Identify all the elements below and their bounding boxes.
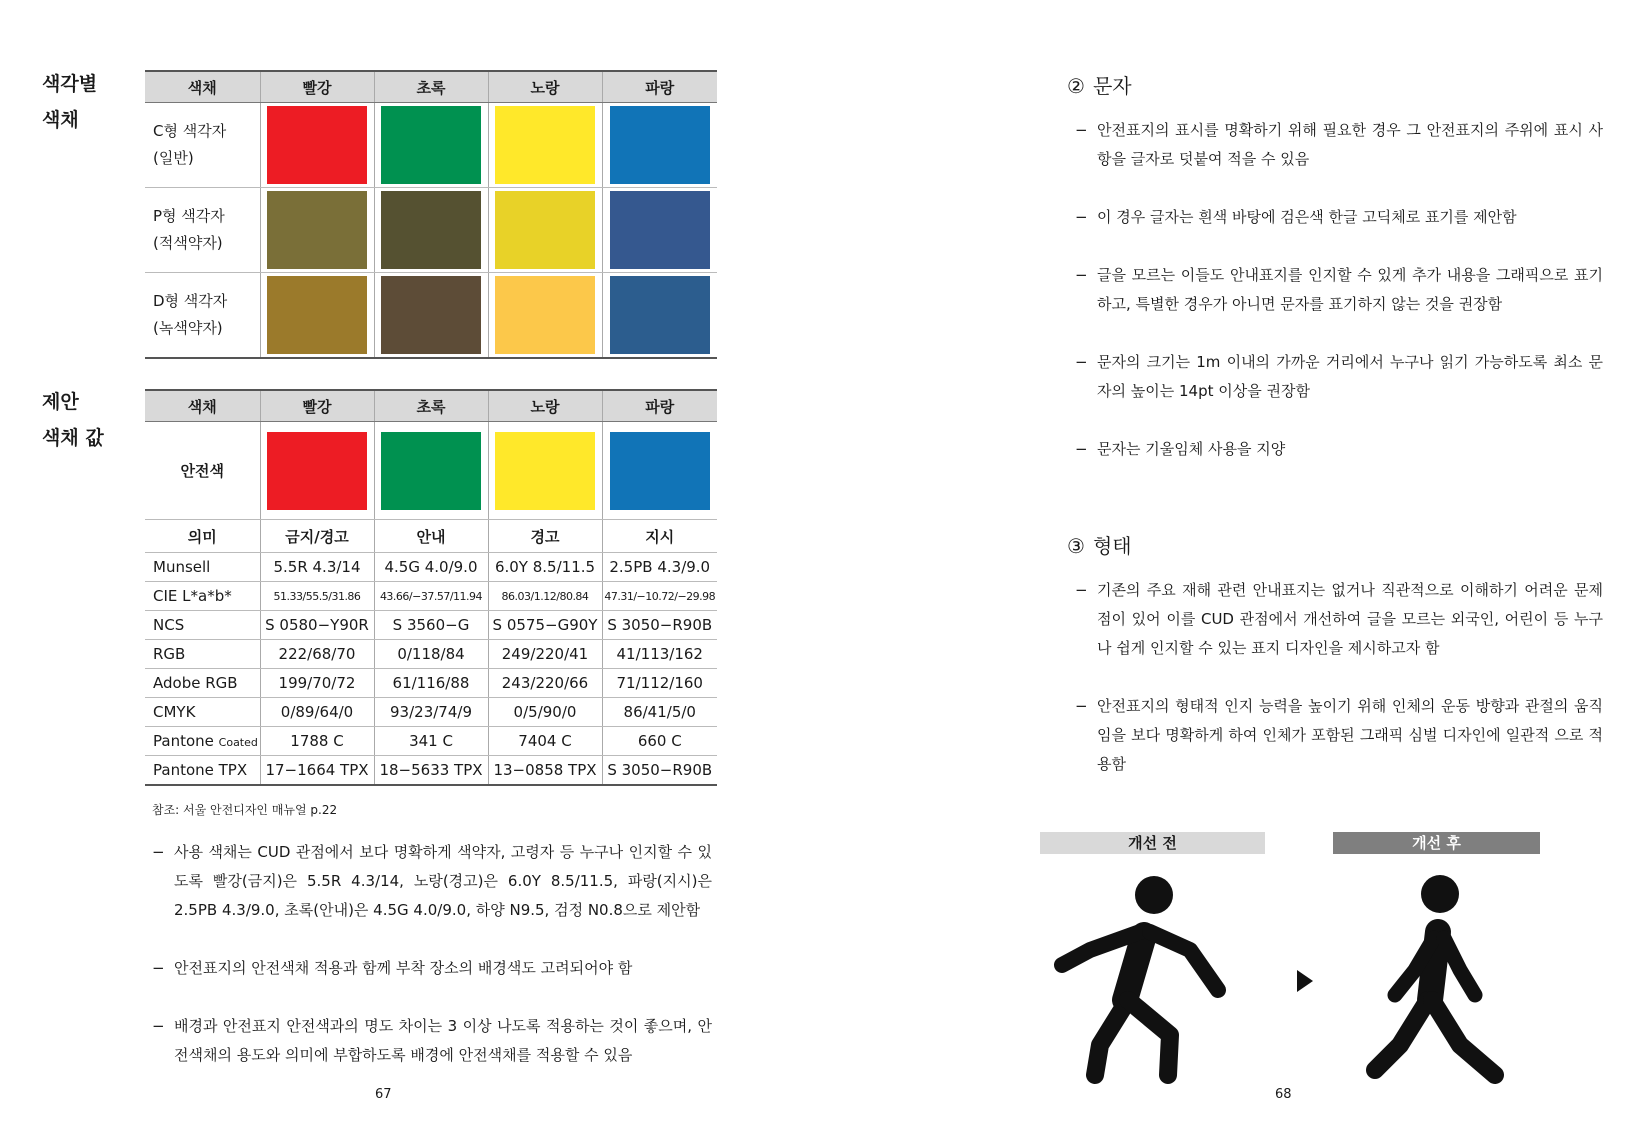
table-row [145, 669, 717, 698]
color-swatch [267, 106, 367, 184]
table-cell: 4.5G 4.0/9.0 [374, 553, 488, 582]
table-cell: 2.5PB 4.3/9.0 [602, 553, 717, 582]
table-cell: 0/5/90/0 [488, 698, 602, 727]
table-cell: 금지/경고 [260, 520, 374, 553]
header-color: 색채 [145, 390, 260, 422]
table-row [145, 698, 717, 727]
left-bullet-list [152, 838, 712, 1099]
table-row [145, 611, 717, 640]
safety-label: 안전색 [145, 422, 260, 520]
page-number: 67 [375, 1087, 392, 1102]
table-cell: 43.66/−37.57/11.94 [374, 582, 488, 611]
label-before: 개선 전 [1040, 832, 1265, 854]
table-cell: 경고 [488, 520, 602, 553]
row-label: RGB [145, 640, 260, 669]
color-swatch [495, 191, 595, 269]
header-yellow: 노랑 [488, 390, 602, 422]
row-label: CIE L*a*b* [145, 582, 260, 611]
table-cell: 0/118/84 [374, 640, 488, 669]
color-swatch [267, 432, 367, 510]
table-cell: 61/116/88 [374, 669, 488, 698]
table-row [145, 273, 717, 358]
table-cell: 86/41/5/0 [602, 698, 717, 727]
table-cell: 1788 C [260, 727, 374, 756]
table-header-row [145, 390, 717, 422]
section-heading-text: ② 문자 [1067, 74, 1132, 98]
table-row [145, 553, 717, 582]
color-swatch [495, 106, 595, 184]
row-label: Munsell [145, 553, 260, 582]
table-cell: S 0575−G90Y [488, 611, 602, 640]
row-label: D형 색각자 (녹색약자) [145, 273, 260, 358]
walking-person-after-icon [1360, 870, 1520, 1090]
color-vision-table [145, 70, 717, 359]
reference-note: 참조: 서울 안전디자인 매뉴얼 p.22 [152, 803, 338, 817]
heading-line-1: 색각별 [42, 73, 98, 95]
header-blue: 파랑 [602, 390, 717, 422]
arrow-right-icon [1297, 970, 1315, 992]
label-after: 개선 후 [1333, 832, 1540, 854]
heading-color-vision [42, 66, 97, 138]
row-label: CMYK [145, 698, 260, 727]
header-green: 초록 [374, 390, 488, 422]
color-swatch [610, 106, 710, 184]
row-label: C형 색각자 (일반) [145, 103, 260, 188]
heading-line-2: 색채 [42, 109, 79, 131]
header-color: 색채 [145, 71, 260, 103]
coated-suffix: Coated [218, 736, 258, 749]
table-cell: 660 C [602, 727, 717, 756]
list-item: − 배경과 안전표지 안전색과의 명도 차이는 3 이상 나도록 적용하는 것이 좋으며, 안전색채의 용도와 의미에 부합하도록 배경에 안전색채를 적용할 수 있음 [152, 1017, 712, 1064]
table-cell: 의미 [145, 520, 260, 553]
table-cell: 41/113/162 [602, 640, 717, 669]
meaning-row [145, 520, 717, 553]
table-cell: S 0580−Y90R [260, 611, 374, 640]
table-header-row [145, 71, 717, 103]
header-red: 빨강 [260, 71, 374, 103]
table-cell: 17−1664 TPX [260, 756, 374, 786]
list-item: − 글을 모르는 이들도 안내표지를 인지할 수 있게 추가 내용을 그래픽으로 표기 하고, 특별한 경우가 아니면 문자를 표기하지 않는 것을 권장함 [1075, 266, 1603, 313]
walking-person-before-icon [1050, 870, 1250, 1090]
table-cell: 0/89/64/0 [260, 698, 374, 727]
table-cell: 199/70/72 [260, 669, 374, 698]
header-yellow: 노랑 [488, 71, 602, 103]
table-cell: 6.0Y 8.5/11.5 [488, 553, 602, 582]
table-row [145, 640, 717, 669]
list-item: − 사용 색채는 CUD 관점에서 보다 명확하게 색약자, 고령자 등 누구나 인지할 수 있도록 빨강(금지)은 5.5R 4.3/14, 노랑(경고)은 6.0Y 8.5/11.5, 파랑(지시)은 2.5PB 4.3/9.0, 초록(안내)은 4.5G 4.0/9.0, 하양 N9.5, 검정 N0.8으로 제안함 [152, 843, 712, 919]
header-blue: 파랑 [602, 71, 717, 103]
table-cell: 18−5633 TPX [374, 756, 488, 786]
color-swatch [381, 276, 481, 354]
table-cell: 243/220/66 [488, 669, 602, 698]
table-cell: 지시 [602, 520, 717, 553]
row-label: Pantone TPX [145, 756, 260, 786]
table-cell: 249/220/41 [488, 640, 602, 669]
table-cell: 86.03/1.12/80.84 [488, 582, 602, 611]
heading-line-1: 제안 [42, 391, 79, 413]
table-cell: 5.5R 4.3/14 [260, 553, 374, 582]
table-row [145, 103, 717, 188]
table-cell: 222/68/70 [260, 640, 374, 669]
row-label: NCS [145, 611, 260, 640]
row-label: P형 색각자 (적색약자) [145, 188, 260, 273]
table-cell: 47.31/−10.72/−29.98 [602, 582, 717, 611]
list-item: − 안전표지의 표시를 명확하기 위해 필요한 경우 그 안전표지의 주위에 표시 사항을 글자로 덧붙여 적을 수 있음 [1075, 121, 1603, 168]
list-item: − 기존의 주요 재해 관련 안내표지는 없거나 직관적으로 이해하기 어려운 문제점이 있어 이를 CUD 관점에서 개선하여 글을 모르는 외국인, 어린이 등 누구나 쉽게 인지할 수 있는 표지 디자인을 제시하고자 함 [1075, 581, 1603, 657]
color-swatch [610, 191, 710, 269]
table-cell: 93/23/74/9 [374, 698, 488, 727]
header-green: 초록 [374, 71, 488, 103]
heading-proposed-values [42, 384, 104, 456]
table-cell: S 3050−R90B [602, 611, 717, 640]
list-item: − 안전표지의 안전색채 적용과 함께 부착 장소의 배경색도 고려되어야 함 [152, 959, 633, 977]
row-label: Pantone Coated [145, 727, 260, 756]
table-row [145, 188, 717, 273]
list-item: − 문자는 기울임체 사용을 지양 [1075, 440, 1286, 458]
safety-color-row [145, 422, 717, 520]
color-swatch [381, 106, 481, 184]
table-row [145, 756, 717, 786]
color-swatch [267, 276, 367, 354]
page-number: 68 [1275, 1087, 1292, 1102]
table-row [145, 727, 717, 756]
list-item: − 이 경우 글자는 흰색 바탕에 검은색 한글 고딕체로 표기를 제안함 [1075, 208, 1517, 226]
section-heading-shape: ③ 형태 [1067, 534, 1132, 558]
proposed-color-table [145, 389, 717, 786]
heading-line-2: 색채 값 [42, 427, 104, 449]
list-item: − 안전표지의 형태적 인지 능력을 높이기 위해 인체의 운동 방향과 관절의 움직임을 보다 명확하게 하여 인체가 포함된 그래픽 심벌 디자인에 일관적 으로 적용함 [1075, 697, 1603, 773]
color-swatch [381, 432, 481, 510]
list-item: − 문자의 크기는 1m 이내의 가까운 거리에서 누구나 읽기 가능하도록 최소 문자의 높이는 14pt 이상을 권장함 [1075, 353, 1603, 400]
table-row [145, 582, 717, 611]
table-cell: 13−0858 TPX [488, 756, 602, 786]
table-cell: 안내 [374, 520, 488, 553]
color-swatch [610, 276, 710, 354]
row-label: Adobe RGB [145, 669, 260, 698]
color-swatch [495, 432, 595, 510]
table-cell: S 3050−R90B [602, 756, 717, 786]
color-swatch [610, 432, 710, 510]
table-cell: S 3560−G [374, 611, 488, 640]
left-page [0, 0, 780, 1125]
color-swatch [381, 191, 481, 269]
shape-bullet-list [1075, 576, 1603, 808]
table-cell: 71/112/160 [602, 669, 717, 698]
color-swatch [495, 276, 595, 354]
table-cell: 341 C [374, 727, 488, 756]
table-cell: 7404 C [488, 727, 602, 756]
table-cell: 51.33/55.5/31.86 [260, 582, 374, 611]
color-swatch [267, 191, 367, 269]
text-bullet-list [1075, 116, 1603, 493]
header-red: 빨강 [260, 390, 374, 422]
